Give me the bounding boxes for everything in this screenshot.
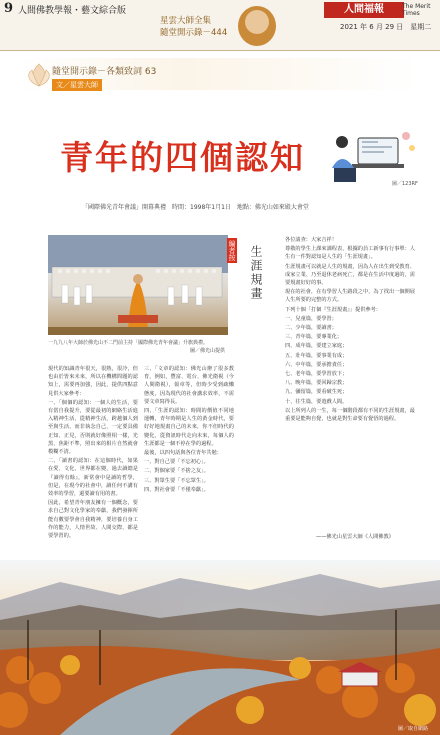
list-item: 二、少年篇，要讀書；	[285, 325, 337, 332]
body-column-right	[285, 236, 415, 424]
paragraph: 四、「生涯的認知：時間的價值不同地運轉，青年時期是人生的黃金時代，要好好地規畫自己的未來，你不但時代的變化，從資訊時代走向未來，每個人的生涯都是一個不停在學的過程。	[144, 408, 234, 447]
list-item: 八、晚年篇，要回歸宗教；	[285, 380, 348, 387]
list-item: 三、青年篇，要專業化；	[285, 334, 343, 341]
paragraph: 下列十個「打個『生涯規畫』」提供參考：	[285, 306, 381, 313]
paragraph: 二、「讀書的認知：在這個時代，如果在愛、文化、世界都在變，過去讀總是『讀得有餘』，新常會中是讀的哲學，但是，在現今的社會中，讀任何不講有效率的學習，還要讀有用的書。	[48, 458, 138, 498]
paragraph: 尊敬的學生上課來課程表，根據的員工新事有行事單：人生有一件對認知是人生的「生涯規畫」。	[285, 246, 415, 261]
list-item: 五、壯年篇，要事業有成；	[285, 352, 348, 359]
paragraph: 各位請查：大家吉祥！	[285, 237, 337, 243]
series-title: 星雲大師全集	[160, 16, 212, 26]
newspaper-logo-en: The Merit Times	[402, 3, 431, 17]
signature: ——佛光山星雲大師《人間佛教》	[316, 534, 394, 540]
page-number: 9	[4, 1, 14, 16]
column-name: 隨堂開示錄－各類致詞 63	[52, 67, 157, 77]
paragraph: 以上所列人的一生，每一個階段都有不同的生涯規畫，最重要是能夠自覺，也就是對生命要有覺悟的過程。	[285, 407, 415, 423]
ceremony-photo	[48, 235, 228, 335]
series-subtitle: 隨堂開示錄－444	[160, 28, 228, 38]
section-name: 人間佛教學報・藝文綜合版	[18, 6, 127, 16]
list-item: 六、中年篇，要承擔責任；	[285, 361, 348, 368]
list-item: 一、兒童篇，要學習；	[285, 315, 337, 322]
guide-title: 生涯規畫	[249, 245, 263, 301]
paragraph: 生涯規畫可以就是人生的規畫，因為人在出生到受教育、成家立業、乃至退休老病死亡，都是在生活中度過的，需要規畫好好的事。	[285, 263, 415, 287]
issue-date: 2021 年 6 月 29 日 星期二	[340, 23, 432, 31]
paragraph: 三、「文章的認知：佛光山辦了很多教育，例如，豐富、電台、佛光衛視（今人間衛視），報章等，但時少受到疏懶態度，因為現代的社會講求效率，不需要文章寫得長。	[144, 366, 234, 405]
body-column-middle	[144, 365, 234, 495]
guide-tag: 編者按	[228, 240, 236, 261]
paragraph: 現在的社會，在有學習人生路段之中，為了找出一個開展人生所要的完整的方式。	[285, 289, 415, 304]
list-item: 一、對自己要「不忘初心」。	[144, 459, 209, 466]
laptop-illustration	[322, 128, 418, 188]
paragraph: 因此，希望青年朋友擁有一個概念，要求自己對文化學家的奉獻，我們發揮所能有數要學會自我精神，要培養自身工作的能力，人情世故、人間交際，都是要學習的。	[48, 500, 138, 540]
lotus-icon	[24, 60, 54, 90]
article-title: 青年的四個認知	[60, 138, 305, 177]
body-column-left	[48, 365, 138, 541]
paragraph: 一、「個個的認知：一個人的生活，要有當自我提升，要從最初的網絡生活進入精神生活，從精神生活，跨越個人到至與生活，而非執念自己，一定要具備正知、正見，否則就好像照相一樣，光黑、焦距不準，照出來的相片自然就會模糊不清。	[48, 399, 138, 456]
paragraph: 現代的知識青年很天，很熱，很冷，但也由於皆來未來，所以在機構問題的認知上，需要再加強，因此，提供四點意見供大家參考：	[48, 366, 138, 397]
landscape-credit: 圖／取自網路	[398, 726, 429, 732]
list-item: 四、成年篇，要建立家庭；	[285, 343, 348, 350]
autumn-landscape-photo	[0, 560, 440, 735]
photo-credit: 圖／佛光山提供	[190, 348, 226, 354]
list-item: 三、對眾生要「不忘眾生」。	[144, 477, 209, 484]
list-item: 二、對個家要「不捨之友」。	[144, 468, 209, 475]
photo-caption: 一九九八年大師於佛光山不二門前主持「國際佛光青年會議」升旗典禮。	[48, 340, 209, 346]
list-item: 七、老年篇，要學習放下；	[285, 371, 348, 378]
master-portrait	[238, 6, 276, 46]
author-tag: 文／星雲大師	[52, 79, 102, 91]
newspaper-logo: 人間福報	[324, 2, 404, 18]
list-item: 九、彌留篇，要看破生死；	[285, 389, 348, 396]
list-item: 四、對社會要「不僅奉獻」。	[144, 486, 209, 493]
speech-meta: 「國際佛光青年會議」開幕典禮 時間：1998年1月1日 地點：佛光山如來殿大會堂	[82, 204, 309, 211]
illustration-credit: 圖／123RF	[392, 181, 418, 187]
list-item: 十、往生篇，要遊戲人間。	[285, 398, 348, 405]
paragraph: 最後，以四句話與各位青年共勉：	[144, 450, 222, 457]
